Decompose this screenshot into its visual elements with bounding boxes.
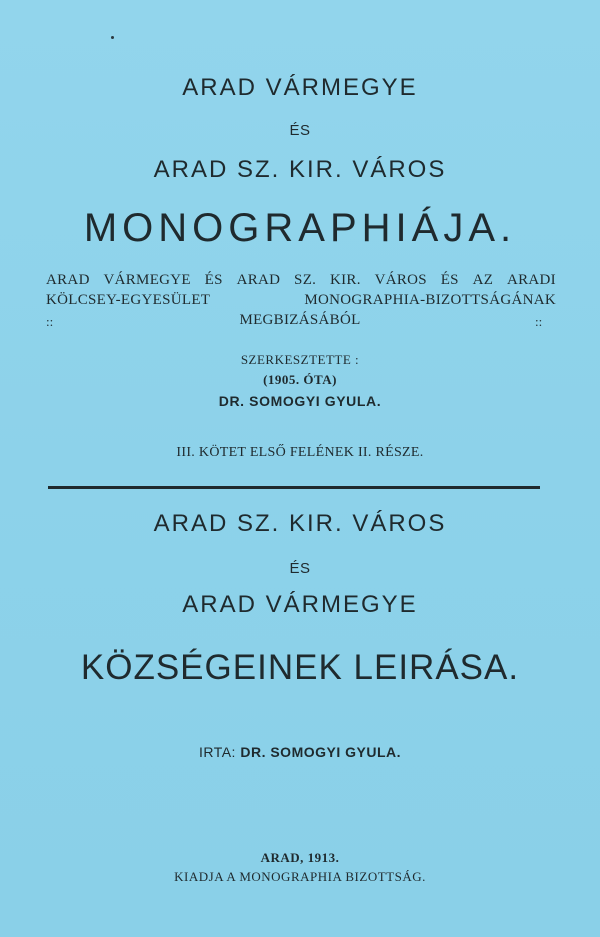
commission-line-3: MEGBIZÁSÁBÓL <box>239 312 361 328</box>
since-note: (1905. ÓTA) <box>263 372 337 387</box>
conjunction-es-2: ÉS <box>289 560 311 577</box>
conjunction-es: ÉS <box>289 122 311 139</box>
author-name: DR. SOMOGYI GYULA. <box>240 744 402 760</box>
ornament-right: :: <box>535 314 543 329</box>
ornament-left: :: <box>46 314 54 329</box>
heading-county-2: ARAD VÁRMEGYE <box>182 591 418 618</box>
heading-city-2: ARAD SZ. KIR. VÁROS <box>153 510 447 537</box>
author-line <box>0 744 600 760</box>
sub-title: KÖZSÉGEINEK LEIRÁSA. <box>80 648 520 687</box>
publisher: KIADJA A MONOGRAPHIA BIZOTTSÁG. <box>174 869 426 884</box>
editor-name: DR. SOMOGYI GYULA. <box>218 393 382 409</box>
heading-county: ARAD VÁRMEGYE <box>182 74 418 101</box>
print-speck <box>111 36 114 39</box>
author-prefix: IRTA: <box>198 744 241 760</box>
divider-rule <box>48 486 540 489</box>
volume-info: III. KÖTET ELSŐ FELÉNEK II. RÉSZE. <box>176 445 424 460</box>
edited-by-label: SZERKESZTETTE : <box>240 352 360 367</box>
main-title: MONOGRAPHIÁJA. <box>83 206 517 250</box>
heading-city: ARAD SZ. KIR. VÁROS <box>153 156 447 183</box>
commission-line-1: ARAD VÁRMEGYE ÉS ARAD SZ. KIR. VÁROS ÉS AZ ARADI <box>46 272 556 288</box>
commission-line-2: KÖLCSEY-EGYESÜLET MONOGRAPHIA-BIZOTTSÁGÁNAK <box>46 292 556 308</box>
place-year: ARAD, 1913. <box>260 850 340 865</box>
